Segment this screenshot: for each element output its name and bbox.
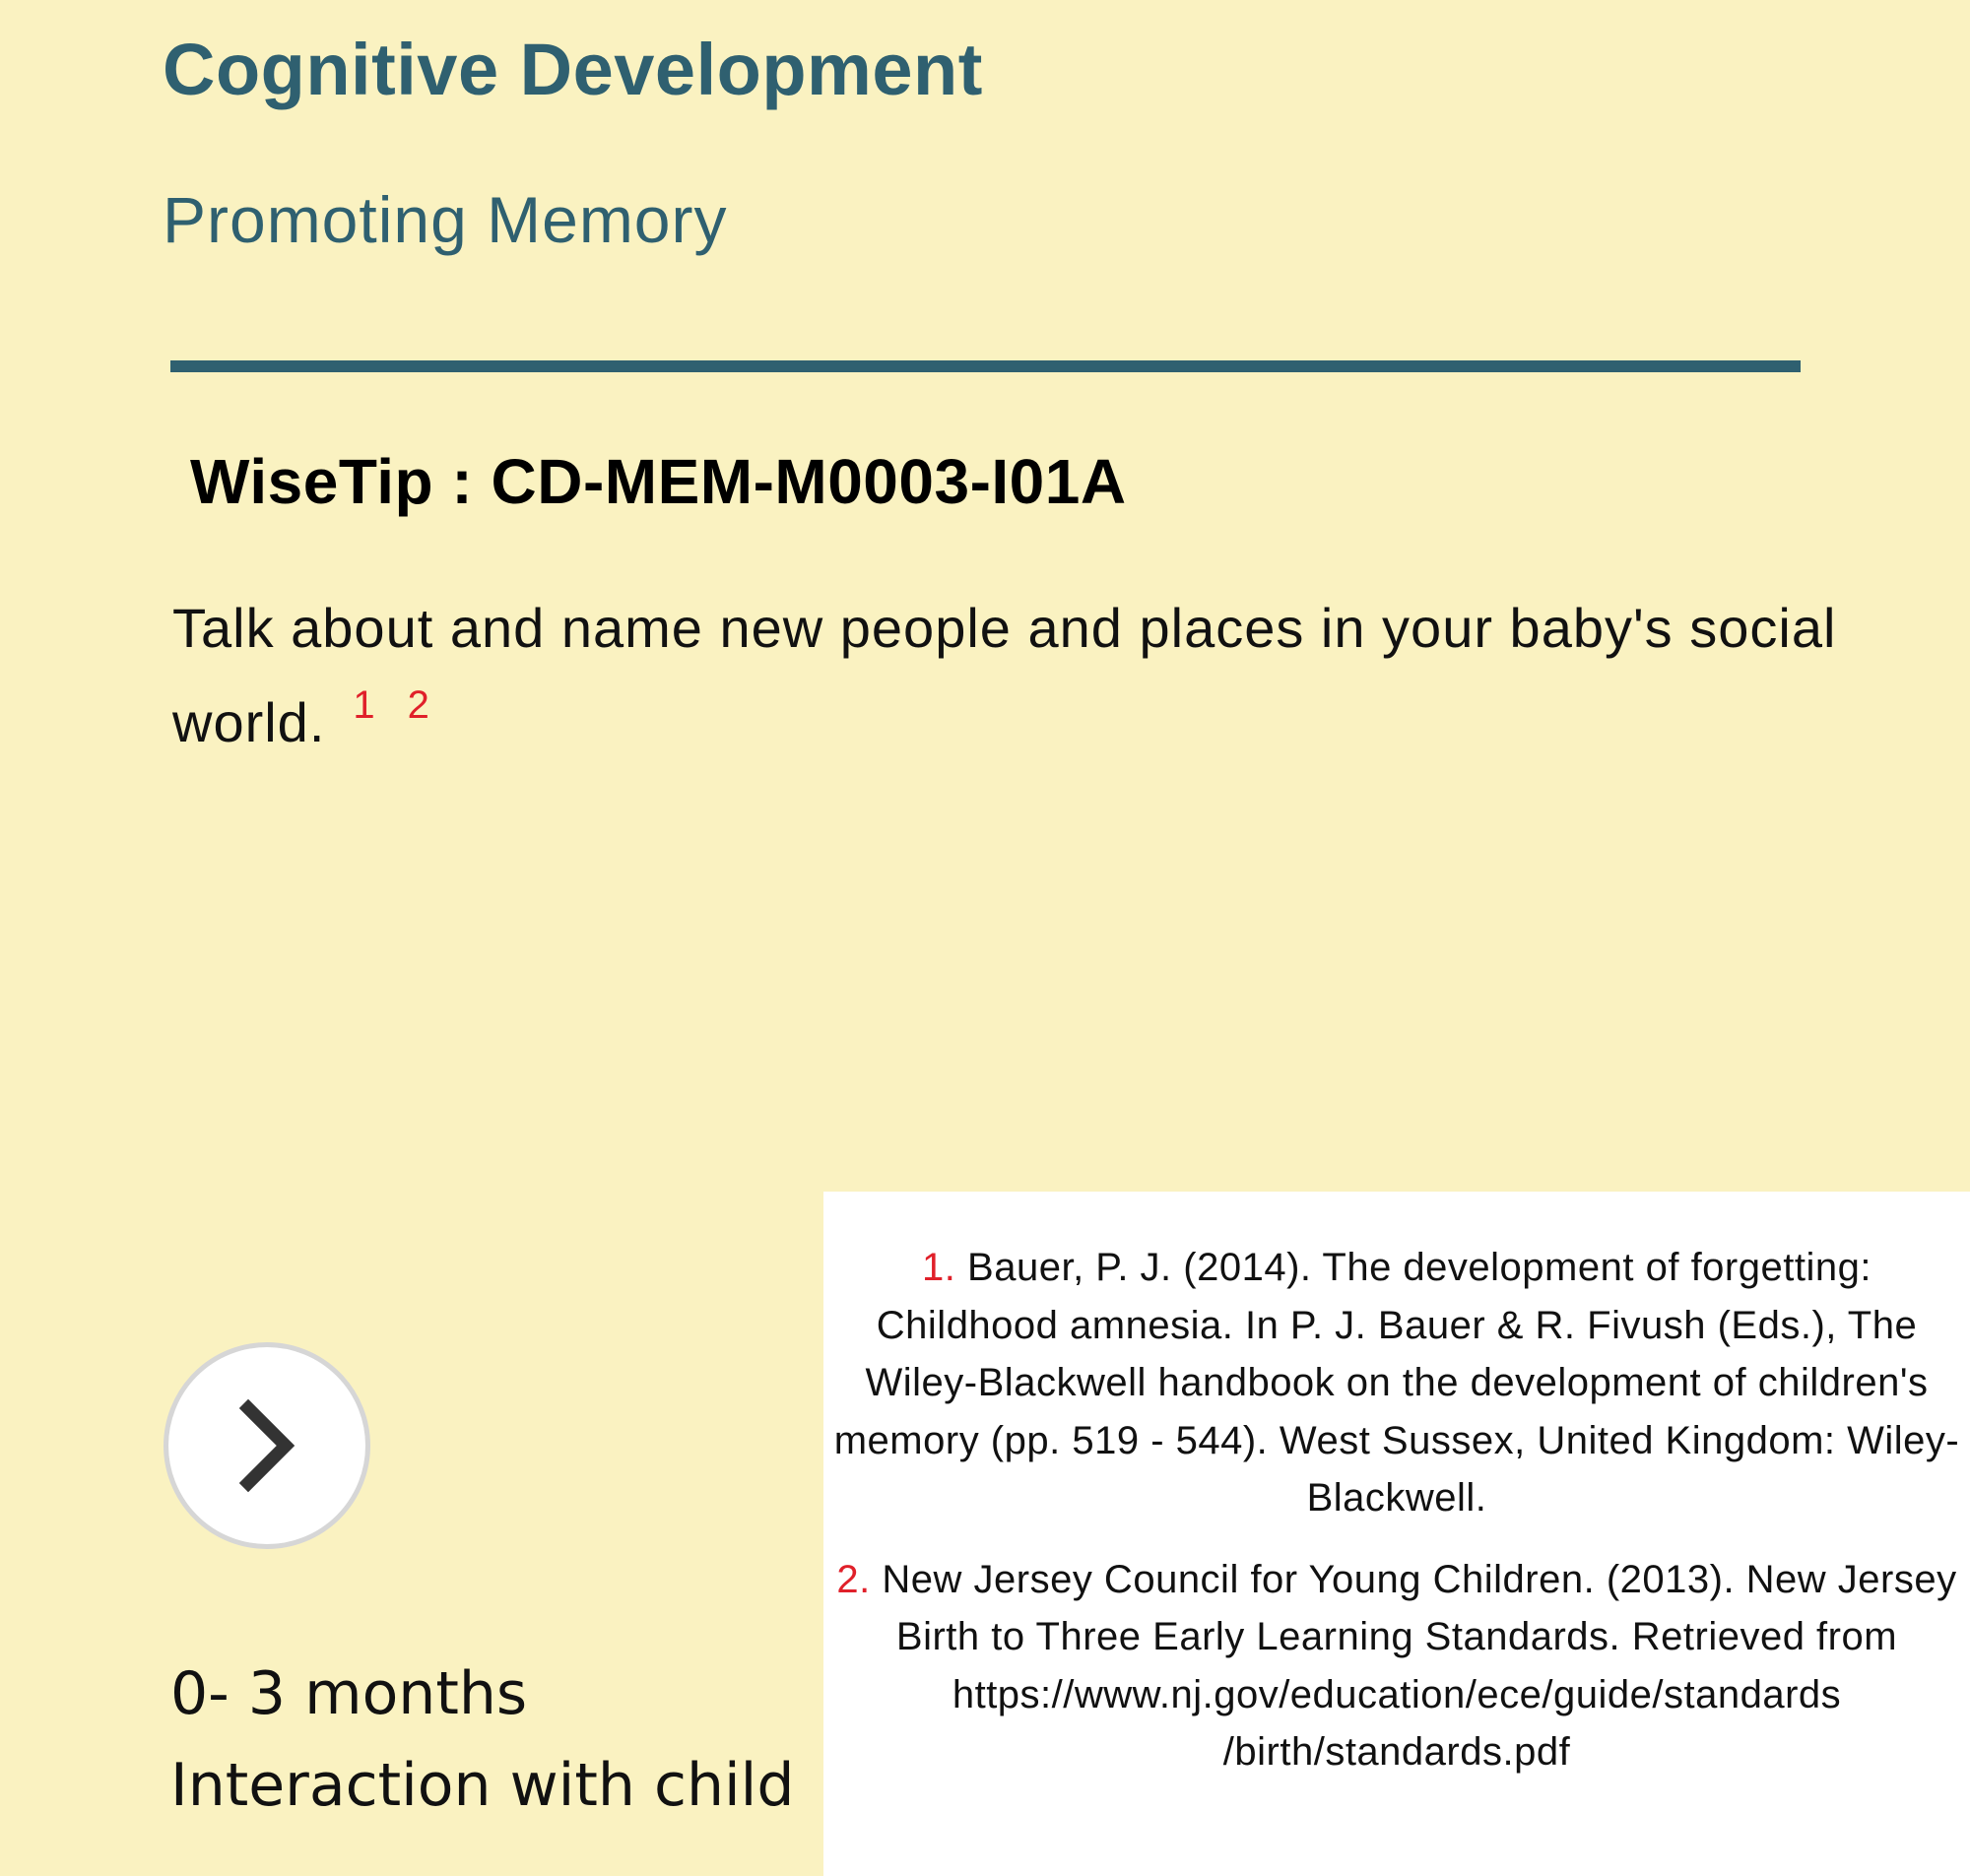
reference-item (823, 1551, 1970, 1781)
reference-number: 2. (836, 1557, 871, 1601)
tip-text-block (172, 581, 1965, 770)
context-label: Interaction with child (170, 1751, 795, 1820)
reference-item (823, 1239, 1970, 1527)
citation-link-2[interactable]: 2 (407, 683, 430, 727)
next-button[interactable] (164, 1342, 370, 1549)
tip-text: Talk about and name new people and places in your baby's social world. (172, 597, 1837, 753)
references-panel (823, 1192, 1970, 1876)
page-subtitle: Promoting Memory (163, 183, 728, 256)
age-range-label: 0- 3 months (170, 1659, 528, 1728)
page-title: Cognitive Development (163, 29, 983, 110)
reference-number: 1. (922, 1246, 956, 1289)
reference-text: Bauer, P. J. (2014). The development of forgetting: Childhood amnesia. In P. J. Bauer & R. Fivush (Eds.), The Wiley-Blackwell handbook on the development of children's memory (pp. 519 - 544). West Sussex, United Kingdom: Wiley-Blackwell. (833, 1246, 1960, 1520)
chevron-right-icon (234, 1396, 299, 1495)
divider (170, 360, 1801, 372)
wisetip-id: WiseTip : CD-MEM-M0003-I01A (190, 446, 1127, 517)
reference-text: New Jersey Council for Young Children. (2013). New Jersey Birth to Three Early Learning Standards. Retrieved from https://www.nj.gov/education/ece/guide/standards /birth/standards.pdf (882, 1557, 1957, 1774)
citation-link-1[interactable]: 1 (353, 683, 376, 727)
